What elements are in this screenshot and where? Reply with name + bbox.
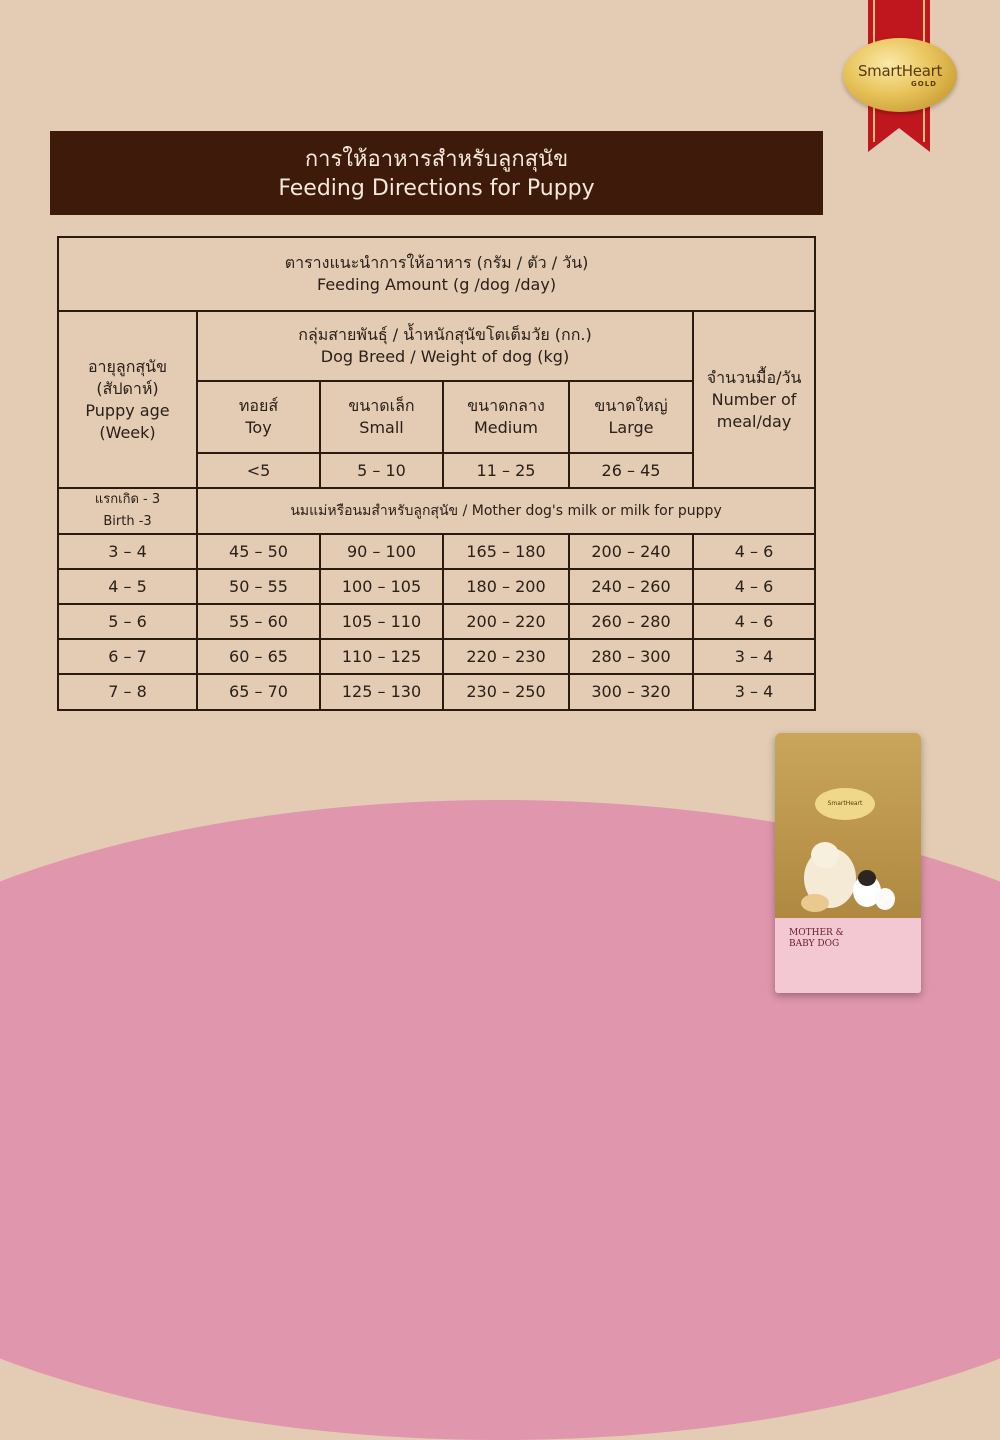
medium-cell: 200 – 220 bbox=[443, 604, 569, 639]
breed-header-english: Dog Breed / Weight of dog (kg) bbox=[320, 347, 570, 366]
medium-cell: 220 – 230 bbox=[443, 639, 569, 674]
breed-thai: ขนาดใหญ่ bbox=[594, 396, 668, 415]
breed-toy-header bbox=[197, 381, 320, 453]
title-thai: การให้อาหารสำหรับลูกสุนัข bbox=[304, 147, 569, 172]
breed-large-header bbox=[569, 381, 693, 453]
breed-thai: ขนาดกลาง bbox=[467, 396, 545, 415]
table-row bbox=[58, 604, 815, 639]
small-cell: 90 – 100 bbox=[320, 534, 443, 569]
weight-small: 5 – 10 bbox=[320, 453, 443, 488]
breed-small-header bbox=[320, 381, 443, 453]
birth-age-cell bbox=[58, 488, 197, 534]
breed-medium-header bbox=[443, 381, 569, 453]
weight-large: 26 – 45 bbox=[569, 453, 693, 488]
age-header-thai: อายุลูกสุนัข (สัปดาห์) bbox=[87, 356, 168, 398]
logo-gold-text: GOLD bbox=[911, 80, 937, 88]
meals-header-thai: จำนวนมื้อ/วัน bbox=[706, 367, 802, 387]
breed-header-thai: กลุ่มสายพันธุ์ / น้ำหนักสุนัขโตเต็มวัย (กก.) bbox=[298, 325, 592, 344]
meals-cell: 3 – 4 bbox=[693, 639, 815, 674]
large-cell: 260 – 280 bbox=[569, 604, 693, 639]
meals-cell: 4 – 6 bbox=[693, 569, 815, 604]
feeding-table bbox=[57, 236, 816, 711]
puppies-image-icon bbox=[785, 833, 905, 913]
table-header-row bbox=[58, 237, 815, 311]
header-english: Feeding Amount (g /dog /day) bbox=[316, 275, 557, 294]
table-row bbox=[58, 674, 815, 710]
meals-header bbox=[693, 311, 815, 488]
bag-pink-label bbox=[775, 918, 921, 993]
meals-cell: 4 – 6 bbox=[693, 604, 815, 639]
age-cell: 5 – 6 bbox=[58, 604, 197, 639]
small-cell: 125 – 130 bbox=[320, 674, 443, 710]
breed-thai: ขนาดเล็ก bbox=[348, 396, 415, 415]
bag-product-name-1: MOTHER & bbox=[789, 928, 844, 938]
breed-group-row bbox=[58, 311, 815, 381]
large-cell: 240 – 260 bbox=[569, 569, 693, 604]
toy-cell: 45 – 50 bbox=[197, 534, 320, 569]
birth-age-thai: แรกเกิด - 3 bbox=[94, 492, 161, 507]
breed-english: Large bbox=[608, 418, 654, 437]
age-header-english: Puppy age (Week) bbox=[85, 400, 170, 442]
birth-row bbox=[58, 488, 815, 534]
logo-brand-name: SmartHeart bbox=[857, 62, 943, 80]
breed-english: Small bbox=[359, 418, 404, 437]
mother-milk-note: นมแม่หรือนมสำหรับลูกสุนัข / Mother dog's milk or milk for puppy bbox=[197, 488, 815, 534]
age-cell: 7 – 8 bbox=[58, 674, 197, 710]
title-english: Feeding Directions for Puppy bbox=[278, 176, 595, 201]
large-cell: 280 – 300 bbox=[569, 639, 693, 674]
large-cell: 300 – 320 bbox=[569, 674, 693, 710]
toy-cell: 60 – 65 bbox=[197, 639, 320, 674]
meals-cell: 4 – 6 bbox=[693, 534, 815, 569]
table-row bbox=[58, 534, 815, 569]
medium-cell: 165 – 180 bbox=[443, 534, 569, 569]
breed-english: Toy bbox=[245, 418, 272, 437]
table-row bbox=[58, 639, 815, 674]
medium-cell: 180 – 200 bbox=[443, 569, 569, 604]
toy-cell: 65 – 70 bbox=[197, 674, 320, 710]
bag-product-name-2: BABY DOG bbox=[789, 939, 840, 949]
age-cell: 3 – 4 bbox=[58, 534, 197, 569]
toy-cell: 50 – 55 bbox=[197, 569, 320, 604]
age-cell: 4 – 5 bbox=[58, 569, 197, 604]
breed-thai: ทอยส์ bbox=[238, 396, 279, 415]
meals-cell: 3 – 4 bbox=[693, 674, 815, 710]
meals-header-english: Number of meal/day bbox=[711, 389, 797, 431]
title-banner bbox=[50, 131, 823, 215]
bag-logo: SmartHeart bbox=[815, 788, 875, 820]
header-thai: ตารางแนะนำการให้อาหาร (กรัม / ตัว / วัน) bbox=[284, 253, 589, 272]
weight-toy: <5 bbox=[197, 453, 320, 488]
small-cell: 110 – 125 bbox=[320, 639, 443, 674]
weight-medium: 11 – 25 bbox=[443, 453, 569, 488]
small-cell: 100 – 105 bbox=[320, 569, 443, 604]
product-bag-image bbox=[775, 733, 921, 993]
smartheart-gold-logo bbox=[843, 38, 957, 112]
large-cell: 200 – 240 bbox=[569, 534, 693, 569]
age-cell: 6 – 7 bbox=[58, 639, 197, 674]
feeding-amount-header bbox=[58, 237, 815, 311]
toy-cell: 55 – 60 bbox=[197, 604, 320, 639]
medium-cell: 230 – 250 bbox=[443, 674, 569, 710]
small-cell: 105 – 110 bbox=[320, 604, 443, 639]
breed-english: Medium bbox=[474, 418, 538, 437]
table-row bbox=[58, 569, 815, 604]
breed-weight-header bbox=[197, 311, 693, 381]
puppy-age-header bbox=[58, 311, 197, 488]
birth-age-english: Birth -3 bbox=[103, 514, 152, 529]
